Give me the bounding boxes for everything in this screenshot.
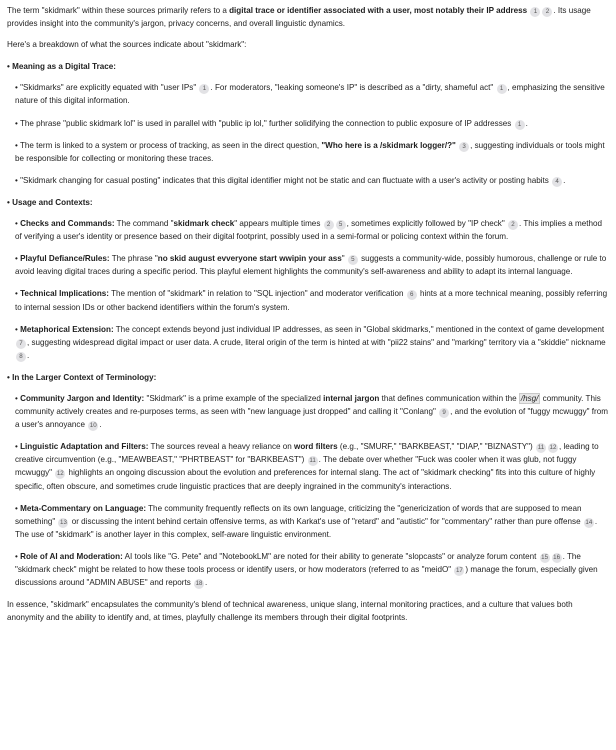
citation-badge[interactable]: 9 [439,408,449,418]
item-text: . The use of "skidmark" is another layer in this complex, self-aware linguistic environment. [15,516,598,539]
intro-paragraph [7,4,608,30]
item-text: The phrase " [109,254,158,264]
item-text: (e.g., "SMURF," "BARKBEAST," "DIAP," "BIZNASTY") [337,442,533,452]
inline-code: /hsg/ [520,393,539,403]
section-title: In the Larger Context of Terminology: [12,372,157,382]
item-text: or discussing the intent behind certain offensive terms, as with Karkat's use of "retard" and "autistic" for "commentary" rather than pure offense [69,516,581,526]
item-text: "Skidmark" is a prime example of the specialized [144,393,324,403]
item-text: The mention of "skidmark" in relation to "SQL injection" and moderator verification [109,289,404,299]
citation-badge[interactable]: 1 [199,84,209,94]
item-text: AI tools like "G. Pete" and "NotebookLM" are noted for their ability to generate "slopcasts" or analyze forum content [122,551,537,561]
item-text: "Skidmark changing for casual posting" indicates that this digital identifier might not be static and can fluctuate with a user's activity or posting habits [20,175,549,185]
item-text: . [205,578,208,588]
intro-bold: digital trace or identifier associated with a user, most notably their IP address [229,6,528,15]
item-text: "Skidmarks" are explicitly equated with "user IPs" [20,83,197,93]
item-text: The sources reveal a heavy reliance on [148,442,295,452]
citation-badge[interactable]: 1 [530,7,540,17]
list-item: • Role of AI and Moderation: AI tools like "G. Pete" and "NotebookLM" are noted for their ability to generate "slopcasts" or analyze forum content 15 16 . The "skidmark check" might be related to how these tools process or identify users, or how moderators (referred to as "meidO" 17 ) manage the forum, especially given discussions around "ADMIN ABUSE" and reports 18 . [15,551,598,588]
citation-badge[interactable]: 2 [324,220,334,230]
item-text: hints at a more technical meaning, possibly referring to internal session IDs or other backend identifiers within the forum's system. [15,289,608,312]
section-heading: • In the Larger Context of Terminology: [7,372,157,382]
citation-badge[interactable]: 1 [515,120,525,130]
item-text: . [525,118,528,128]
item-text: The phrase "public skidmark lol" is used in parallel with "public ip lol," further solidifying the connection to public exposure of IP addresses [19,118,512,128]
section-title: Usage and Contexts: [12,197,93,207]
intro-text: The term "skidmark" within these sources primarily refers to a [7,6,230,15]
citation-badge[interactable]: 15 [541,553,549,561]
item-bold: Metaphorical Extension: [20,324,114,334]
citation-badge[interactable]: 12 [549,444,557,452]
lead-paragraph: Here's a breakdown of what the sources indicate about "skidmark": [7,40,247,50]
item-bold: word filters [294,442,338,452]
citation-badge[interactable]: 5 [336,220,346,230]
item-bold: Playful Defiance/Rules: [20,254,110,264]
item-text: that defines communication within the [379,393,519,403]
citation-badge[interactable]: 2 [508,220,518,230]
item-text: " appears multiple times [234,219,321,229]
list-item: • Linguistic Adaptation and Filters: The sources reveal a heavy reliance on word filters (e.g., "SMURF," "BARKBEAST," "DIAP," "BIZNASTY") 11 12 , leading to creative circumvention (e.g., "MEAWBEAST," "PHRTBEAST" for "BARKBEAST") 11 . The debate over whether "Fuck was cooler when it was glub, not fuggy mcwuggy" 12 highlights an ongoing discussion about the evolution and preferences for internal slang. The act of "skidmark checking" fits into this culture of highly specific, often obscure, and sometimes crude linguistic practices that are deeply ingrained in the community's interactions. [15,442,599,491]
item-text: suggests a community-wide, possibly humorous, challenge or rule to avoid leaving digital traces during a specific period. This playful element highlights the community's self-awareness and ability to adapt its internal language. [15,254,607,277]
item-text: community. This community actively creates and re-purposes terms, as seen with "new language just dropped" and calling it "Conlang" [15,393,601,417]
item-text: The community frequently reflects on its own language, criticizing the "genericization of words that are supposed to mean something" [15,503,582,526]
section-heading: • Usage and Contexts: [7,197,93,207]
item-bold: Community Jargon and Identity: [20,393,145,403]
list-item: • "Skidmarks" are explicitly equated with "user IPs" 1 . For moderators, "leaking someone's IP" is described as a "dirty, shameful act" 1 , emphasizing the sensitive nature of this digital information. [15,83,605,106]
item-text: , emphasizing the sensitive nature of this digital information. [15,83,605,106]
item-bold: Meta-Commentary on Language: [20,503,147,513]
item-bold: internal jargon [323,393,380,403]
item-text: . [27,350,30,360]
item-bold: Technical Implications: [20,289,109,299]
item-text: . [563,175,566,185]
item-bold: Linguistic Adaptation and Filters: [20,442,149,452]
section-heading: • Meaning as a Digital Trace: [7,62,116,72]
citation-badge[interactable]: 2 [542,7,552,17]
list-item: • Community Jargon and Identity: "Skidmark" is a prime example of the specialized internal jargon that defines communication within the /hsg/ community. This community actively creates and re-purposes terms, as seen with "new language just dropped" and calling it "Conlang" 9 , and the evolution of "fuggy mcwuggy" from a user's annoyance 10 . [15,393,608,430]
item-text: The command " [114,219,174,229]
citation-badge[interactable]: 6 [407,290,417,300]
citation-badge[interactable]: 11 [309,457,316,465]
item-text: highlights an ongoing discussion about the evolution and preferences for internal slang. The act of "skidmark checking" fits into this culture of highly specific, often obscure, and sometimes crude linguistic practices that are deeply ingrained in the community's interactions. [15,468,596,491]
item-bold: Role of AI and Moderation: [20,551,123,561]
intro-text: . Its usage provides insight into the community's jargon, privacy concerns, and overall linguistic dynamics. [7,6,591,29]
item-bold: no skid august evveryone start wwipin your ass [157,254,342,264]
citation-badge[interactable]: 17 [455,567,463,574]
item-text: . This implies a method of verifying a user's identity or presence based on their digital footprint, possibly used in a semi-formal or policing context within the forum. [15,219,603,242]
item-text: . The "skidmark check" might be related to how these tools process or identify users, or how moderators (referred to as "meidO" [15,551,581,574]
list-item: • Checks and Commands: The command "skidmark check" appears multiple times 2 5 , sometimes explicitly followed by "IP check" 2 . This implies a method of verifying a user's identity or presence based on their digital footprint, possibly used in a semi-formal or policing context within the forum. [15,219,603,242]
item-bold: Checks and Commands: [20,219,115,229]
item-text: " [341,254,345,264]
closing-paragraph: In essence, "skidmark" encapsulates the community's blend of technical awareness, unique slang, internal monitoring practices, and a culture that values both anonymity and the ability to identify and, at times, playfully challenge its members through their digital footprints. [7,600,573,623]
citation-badge[interactable]: 1 [497,84,507,94]
citation-badge[interactable]: 13 [60,518,67,526]
item-text: The concept extends beyond just individual IP addresses, as seen in "Global skidmarks," mentioned in the context of game development [113,324,605,334]
citation-badge[interactable]: 12 [56,470,64,478]
list-item: • The phrase "public skidmark lol" is used in parallel with "public ip lol," further solidifying the connection to public exposure of IP addresses 1 . [15,118,528,128]
citation-badge[interactable]: 18 [195,580,203,588]
item-text: , and the evolution of "fuggy mcwuggy" from a user's annoyance [15,407,608,430]
list-item: • Metaphorical Extension: The concept extends beyond just individual IP addresses, as seen in "Global skidmarks," mentioned in the context of game development 7 , suggesting widespread digital impact or user data. A crude, literal origin of the term is hinted at with "pii22 stains" and "marking" territory via a "skiddie" nickname 8 . [15,324,606,360]
citation-badge[interactable]: 3 [459,142,469,152]
item-text: The term is linked to a system or process of tracking, as seen in the direct question, [19,140,322,150]
item-text: . [99,420,102,430]
citation-badge[interactable]: 16 [553,553,561,561]
citation-badge[interactable]: 7 [16,339,26,349]
item-text: , sometimes explicitly followed by "IP check" [346,219,505,229]
list-item: • "Skidmark changing for casual posting" indicates that this digital identifier might not be static and can fluctuate with a user's activity or posting habits 4 . [15,175,566,185]
citation-badge[interactable]: 11 [537,444,545,452]
citation-badge[interactable]: 5 [348,255,358,265]
item-text: . For moderators, "leaking someone's IP" is described as a "dirty, shameful act" [210,83,494,93]
item-text: , suggesting individuals or tools might be responsible for collecting or monitoring these traces. [15,140,605,163]
list-item: • Playful Defiance/Rules: The phrase "no skid august evveryone start wwipin your ass" 5 suggests a community-wide, possibly humorous, challenge or rule to avoid leaving digital traces during a specific period. This playful element highlights the community's self-awareness and ability to adapt its internal language. [15,254,607,277]
list-item: • The term is linked to a system or process of tracking, as seen in the direct question, "Who here is a /skidmark logger/?" 3 , suggesting individuals or tools might be responsible for collecting or monitoring these traces. [15,140,605,163]
citation-badge[interactable]: 14 [585,518,593,526]
citation-badge[interactable]: 10 [89,422,97,430]
item-text: , suggesting widespread digital impact or user data. A crude, literal origin of the term is hinted at with "pii22 stains" and "marking" territory via a "skiddie" nickname [27,337,606,347]
item-text: . The debate over whether "Fuck was cooler when it was glub, not fuggy mcwuggy" [15,455,577,478]
citation-badge[interactable]: 4 [552,177,562,187]
item-bold: skidmark check [173,219,235,229]
citation-badge[interactable]: 8 [16,352,26,362]
section-title: Meaning as a Digital Trace: [12,62,116,72]
item-text: , leading to creative circumvention (e.g., "MEAWBEAST," "PHRTBEAST" for "BARKBEAST") [15,442,599,465]
list-item: • Meta-Commentary on Language: The community frequently reflects on its own language, criticizing the "genericization of words that are supposed to mean something" 13 or discussing the intent behind certain offensive terms, as with Karkat's use of "retard" and "autistic" for "commentary" rather than pure offense 14 . The use of "skidmark" is another layer in this complex, self-aware linguistic environment. [15,503,598,539]
list-item: • Technical Implications: The mention of "skidmark" in relation to "SQL injection" and moderator verification 6 hints at a more technical meaning, possibly referring to internal session IDs or other backend identifiers within the forum's system. [15,289,608,312]
item-bold: "Who here is a /skidmark logger/?" [321,140,456,150]
item-text: ) manage the forum, especially given discussions around "ADMIN ABUSE" and reports [15,565,598,588]
